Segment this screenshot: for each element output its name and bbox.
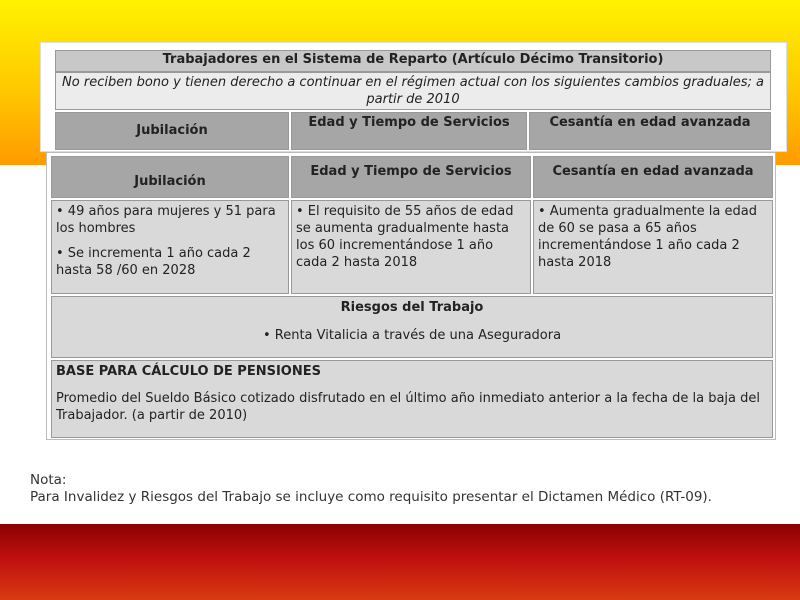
note-label: Nota: (30, 472, 67, 488)
bottom-red-band (0, 524, 800, 600)
jubilacion-item: • 49 años para mujeres y 51 para los hombres (56, 204, 276, 236)
cesantia-text: • Aumenta gradualmente la edad de 60 se pasa a 65 años incrementándose 1 año cada 2 hasta 2018 (538, 204, 757, 270)
overlay-header-jubilacion (55, 112, 289, 150)
overlay-table-snippet (40, 42, 787, 152)
overlay-title-text: Trabajadores en el Sistema de Reparto (Artículo Décimo Transitorio) (162, 52, 664, 67)
riesgos-text: • Renta Vitalicia a través de una Aseguradora (262, 328, 562, 343)
cell-riesgos (51, 296, 773, 358)
overlay-subtitle (55, 72, 771, 110)
cell-base-calculo (51, 360, 773, 438)
cell-jubilacion (51, 200, 289, 294)
edad-tiempo-text: • El requisito de 55 años de edad se aumenta gradualmente hasta los 60 incrementándose 1 año cada 2 hasta 2018 (296, 204, 514, 270)
overlay-title (55, 50, 771, 72)
riesgos-title: Riesgos del Trabajo (340, 300, 484, 315)
header-cesantia (533, 156, 773, 198)
header-edad-tiempo-label: Edad y Tiempo de Servicios (310, 164, 512, 179)
pension-table (46, 152, 776, 440)
footnote (30, 472, 795, 506)
overlay-header-cesantia-label: Cesantía en edad avanzada (549, 115, 751, 130)
base-text: Promedio del Sueldo Básico cotizado disfrutado en el último año inmediato anterior a la fecha de la baja del Trabajador. (a partir de 2010) (56, 391, 760, 423)
cell-edad-tiempo (291, 200, 531, 294)
header-jubilacion (51, 156, 289, 198)
cell-cesantia (533, 200, 773, 294)
overlay-header-edad-tiempo-label: Edad y Tiempo de Servicios (308, 115, 510, 130)
header-edad-tiempo (291, 156, 531, 198)
header-cesantia-label: Cesantía en edad avanzada (552, 164, 754, 179)
note-text: Para Invalidez y Riesgos del Trabajo se incluye como requisito presentar el Dictamen Médico (RT-09). (30, 489, 712, 505)
base-title: BASE PARA CÁLCULO DE PENSIONES (56, 364, 321, 379)
overlay-header-cesantia (529, 112, 771, 150)
jubilacion-item: • Se incrementa 1 año cada 2 hasta 58 /60 en 2028 (56, 246, 251, 278)
overlay-header-jubilacion-label: Jubilación (136, 123, 208, 138)
header-jubilacion-label: Jubilación (134, 174, 206, 189)
overlay-header-edad-tiempo (291, 112, 527, 150)
overlay-subtitle-text: No reciben bono y tienen derecho a continuar en el régimen actual con los siguientes cambios graduales; a partir de 2010 (62, 75, 764, 107)
